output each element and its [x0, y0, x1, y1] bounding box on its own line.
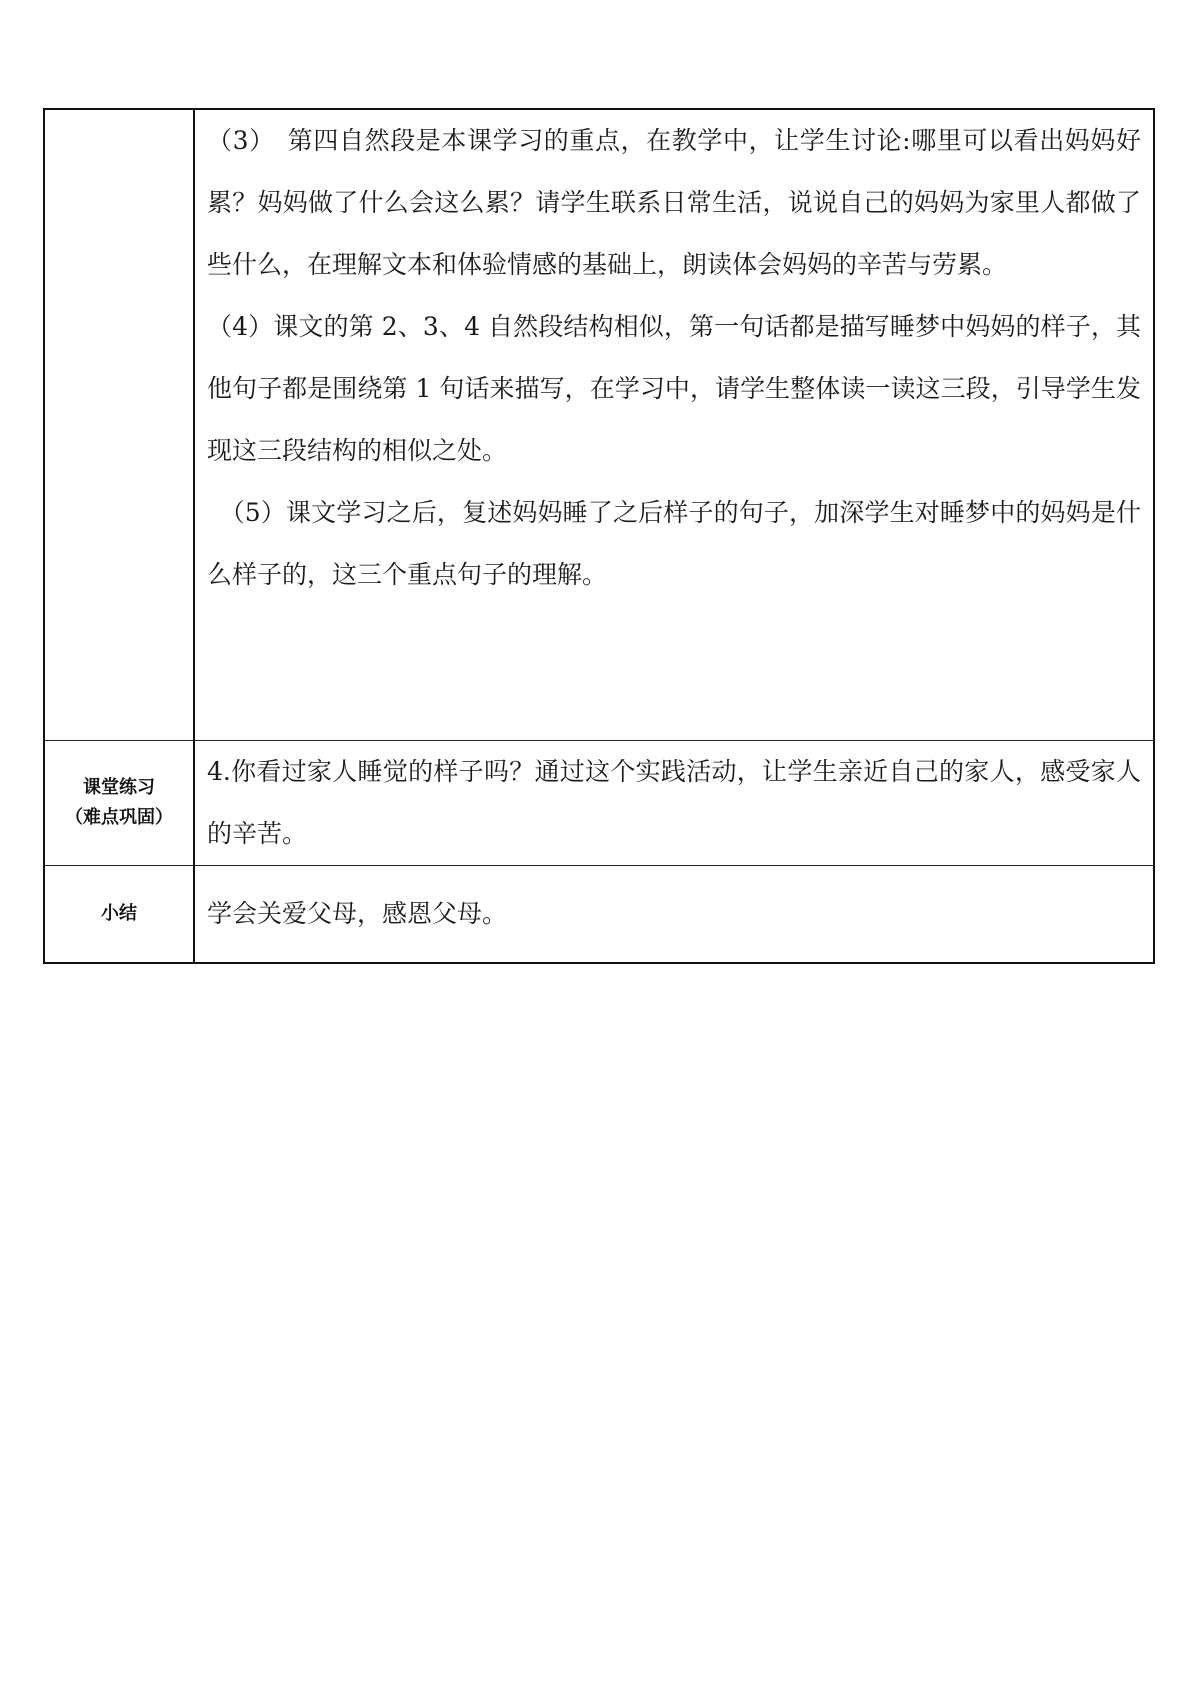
row-label-practice: 课堂练习: [83, 777, 155, 798]
paragraph-step-3: （3） 第四自然段是本课学习的重点，在教学中，让学生讨论:哪里可以看出妈妈好累？妈妈做了什么会这么累？请学生联系日常生活，说说自己的妈妈为家里人都做了些什么，在理解文本和体验情感的基础上，朗读体会妈妈的辛苦与劳累。: [207, 126, 1141, 279]
row-label-cell: [44, 866, 194, 964]
row-label-practice-sub: （难点巩固）: [65, 807, 173, 828]
row-content-cell: [194, 109, 1154, 741]
table-row-teaching-process: [44, 109, 1154, 741]
row-label-cell: [44, 741, 194, 866]
lesson-plan-table: [43, 108, 1155, 964]
row-content-cell: [194, 741, 1154, 866]
row-label-summary: 小结: [101, 903, 137, 924]
paragraph-summary: 学会关爱父母，感恩父母。: [207, 899, 508, 928]
paragraph-step-4: （4）课文的第 2、3、4 自然段结构相似，第一句话都是描写睡梦中妈妈的样子，其他句子都是围绕第 1 句话来描写，在学习中，请学生整体读一读这三段，引导学生发现这三段结构的相似之处。: [207, 312, 1141, 465]
row-content-cell: [194, 866, 1154, 964]
paragraph-practice: 4.你看过家人睡觉的样子吗？通过这个实践活动，让学生亲近自己的家人，感受家人的辛苦。: [207, 757, 1141, 848]
row-label-cell-empty: [44, 109, 194, 741]
paragraph-step-5: （5）课文学习之后，复述妈妈睡了之后样子的句子，加深学生对睡梦中的妈妈是什么样子的，这三个重点句子的理解。: [207, 498, 1141, 589]
table-row-summary: [44, 866, 1154, 964]
table-row-class-practice: [44, 741, 1154, 866]
